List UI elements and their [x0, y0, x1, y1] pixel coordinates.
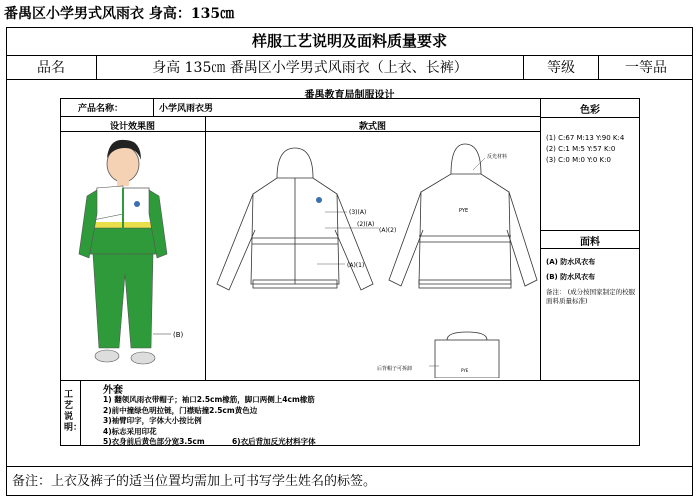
craft-list: [103, 395, 316, 448]
fabric-item: (A) 防水风衣布: [546, 258, 596, 266]
front-hood: [277, 148, 313, 178]
product-name-label: 品名: [6, 56, 96, 80]
fabric-list: [546, 255, 595, 285]
hood-detachable-note: 后背帽子可拆卸: [377, 366, 413, 372]
front-left-sleeve: [217, 194, 255, 290]
back-jacket: [419, 174, 511, 284]
flat-sketches: [207, 134, 539, 378]
callout-a1: (A)(1): [347, 262, 365, 269]
craft-item: 5)衣身前后黄色部分宽3.5cm: [103, 437, 205, 446]
school-logo: [134, 201, 140, 207]
fabric-note: 备注： (成分按国家制定的校服面料质量标准): [546, 288, 636, 305]
color-item: (2) C:1 M:5 Y:57 K:0: [546, 145, 616, 153]
style-label: 款式图: [358, 122, 386, 132]
color-label: 色彩: [580, 105, 600, 116]
craft-item: 3)袖臂印字，字体大小按比例: [103, 416, 202, 425]
effect-label: 设计效果图: [109, 122, 155, 132]
product-label: 产品名称：: [78, 104, 124, 114]
craft-label: 工艺说明：: [64, 390, 83, 433]
front-logo: [316, 197, 322, 203]
back-hood: [451, 144, 481, 174]
back-print: PYE: [459, 208, 469, 214]
uniform-illustration: [63, 134, 203, 378]
craft-title: 外套: [103, 385, 123, 396]
craft-item: 2)前中撞绿色明拉链，门襟贴撞2.5cm黄色边: [103, 405, 258, 415]
back-right-sleeve: [507, 192, 537, 286]
table-heading: 样服工艺说明及面料质量要求: [6, 27, 693, 56]
reflective-label: 反光材料: [487, 154, 508, 160]
right-shoe: [131, 352, 155, 364]
back-print-detail: PYE: [461, 368, 469, 373]
craft-item: 6)衣后背加反光材料字体: [231, 437, 316, 446]
grade-label: 等级: [523, 56, 598, 80]
craft-item: 1) 翻领风雨衣带帽子；袖口2.5cm橡筋，脚口两侧上4cm橡筋: [103, 395, 315, 404]
product-name-value: 身高 135㎝ 番禺区小学男式风雨衣（上衣、长裤）: [96, 56, 523, 80]
back-left-sleeve: [389, 192, 423, 286]
color-item: (1) C:67 M:13 Y:90 K:4: [546, 134, 625, 142]
fabric-item: (B) 防水风衣布: [546, 273, 596, 281]
callout-b: (B): [173, 331, 184, 339]
color-item: (3) C:0 M:0 Y:0 K:0: [546, 156, 611, 164]
design-org: 番禺教育局制服设计: [304, 90, 395, 101]
product-value: 小学风雨衣男: [159, 104, 214, 114]
design-sheet: [8, 82, 691, 466]
callout-a2: (A)(2): [379, 227, 397, 234]
color-list: [546, 133, 624, 166]
trousers: [93, 254, 153, 348]
fabric-label: 面料: [580, 237, 600, 248]
craft-item: 4)标志采用印花: [103, 426, 157, 436]
grade-value: 一等品: [598, 56, 693, 80]
footer-note: 备注：上衣及裤子的适当位置均需加上可书写学生姓名的标签。: [6, 466, 693, 496]
document-title: 番禺区小学男式风雨衣 身高：135㎝: [4, 6, 235, 22]
left-shoe: [95, 350, 119, 362]
callout-3a: (3)(A): [349, 209, 367, 216]
callout-2a: (2)(A): [357, 221, 375, 228]
